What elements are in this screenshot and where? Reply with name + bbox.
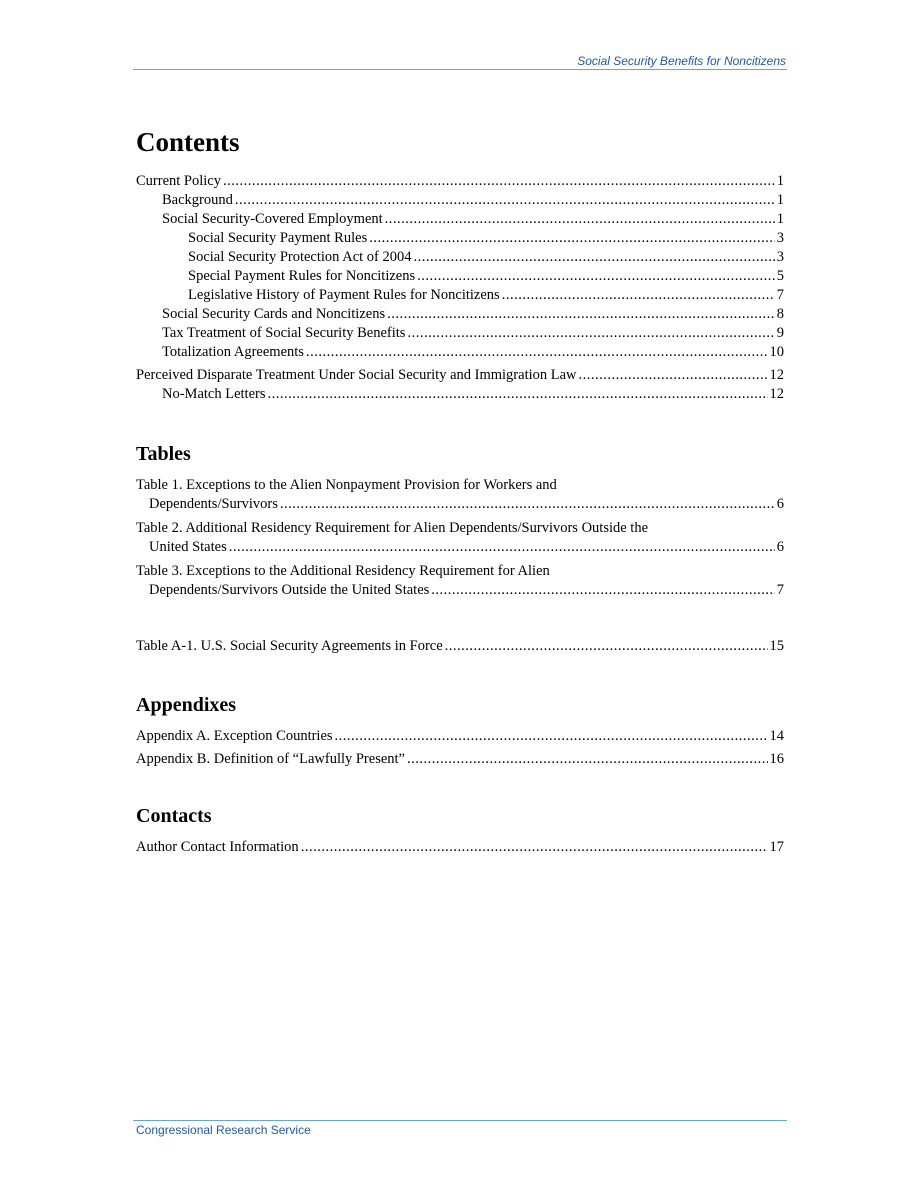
toc-entry-title: Author Contact Information [136,839,299,855]
toc-entry-page: 7 [776,287,784,303]
dot-leader [306,343,768,362]
toc-entry-page: 16 [769,751,784,767]
toc-entry-title: Appendix B. Definition of “Lawfully Present” [136,751,405,767]
toc-entry-title-continued: Dependents/Survivors [149,496,278,512]
dot-leader [267,385,767,404]
dot-leader [369,229,775,248]
toc-entry-page: 17 [769,839,784,855]
toc-entry-title: Social Security Cards and Noncitizens [162,306,386,322]
toc-entry-page: 8 [776,306,784,322]
contents-heading: Contents [136,127,240,157]
toc-entry-page: 15 [769,638,784,654]
toc-entry-page: 1 [776,192,784,208]
toc-entry-payment-rules[interactable] [136,229,784,248]
toc-entry-page: 7 [776,582,784,598]
toc-entry-table-3[interactable] [136,562,784,600]
dot-leader [431,581,774,600]
toc-entry-title: Background [162,192,233,208]
dot-leader [385,210,775,229]
toc-entry-title: Table 3. Exceptions to the Additional Residency Requirement for Alien [136,563,550,579]
toc-entry-title: Special Payment Rules for Noncitizens [188,268,416,284]
toc-entry-title: Tax Treatment of Social Security Benefits [162,325,406,341]
dot-leader [235,191,775,210]
toc-entry-table-2[interactable] [136,519,784,557]
contacts-section [136,803,784,857]
dot-leader [301,838,768,857]
toc-entry-page: 3 [776,249,784,265]
toc-entry-title: Current Policy [136,173,221,189]
dot-leader [502,286,775,305]
dot-leader [335,727,768,746]
toc-entry-title: Appendix A. Exception Countries [136,728,333,744]
toc-entry-title: Social Security-Covered Employment [162,211,383,227]
toc-entry-appendix-a[interactable] [136,727,784,746]
dot-leader [229,538,775,557]
toc-entry-totalization[interactable] [136,343,784,362]
tables-list [136,476,784,656]
dot-leader [579,366,768,385]
toc-entry-title: Legislative History of Payment Rules for Noncitizens [188,287,500,303]
dot-leader [414,248,775,267]
toc-entry-legislative-history[interactable] [136,286,784,305]
toc-entry-title: Social Security Payment Rules [188,230,368,246]
dot-leader [387,305,775,324]
contents-section [136,124,784,404]
toc-entry-title: No-Match Letters [162,386,266,402]
dot-leader [407,750,768,769]
table-of-contents [136,124,784,857]
toc-entry-page: 10 [769,344,784,360]
toc-entry-no-match-letters[interactable] [136,385,784,404]
toc-entry-title: Totalization Agreements [162,344,304,360]
tables-section [136,441,784,656]
toc-entry-special-payment-rules[interactable] [136,267,784,286]
toc-entry-page: 12 [769,386,784,402]
toc-entry-page: 1 [776,211,784,227]
toc-entry-title: Perceived Disparate Treatment Under Social Security and Immigration Law [136,367,577,383]
toc-entry-author-contact[interactable] [136,838,784,857]
appendixes-list [136,727,784,769]
toc-entry-appendix-b[interactable] [136,750,784,769]
toc-entry-disparate-treatment[interactable] [136,366,784,385]
dot-leader [445,637,768,656]
dot-leader [407,324,774,343]
tables-heading: Tables [136,443,191,465]
toc-entry-covered-employment[interactable] [136,210,784,229]
toc-entry-background[interactable] [136,191,784,210]
toc-entry-page: 14 [769,728,784,744]
toc-entry-page: 1 [776,173,784,189]
contents-list [136,172,784,404]
header-rule [133,69,787,70]
dot-leader [417,267,775,286]
toc-entry-title: Social Security Protection Act of 2004 [188,249,412,265]
running-header: Social Security Benefits for Noncitizens [577,54,786,68]
toc-entry-table-a1[interactable] [136,637,784,656]
toc-entry-title-continued: United States [149,539,227,555]
contacts-heading: Contacts [136,805,212,827]
toc-entry-title: Table 1. Exceptions to the Alien Nonpayment Provision for Workers and [136,477,557,493]
toc-entry-tax-treatment[interactable] [136,324,784,343]
toc-entry-current-policy[interactable] [136,172,784,191]
toc-entry-page: 6 [776,539,784,555]
toc-entry-page: 12 [769,367,784,383]
toc-entry-page: 9 [776,325,784,341]
appendixes-section [136,692,784,769]
toc-entry-page: 6 [776,496,784,512]
toc-entry-title-continued: Dependents/Survivors Outside the United States [149,582,430,598]
toc-entry-page: 3 [776,230,784,246]
toc-entry-page: 5 [776,268,784,284]
toc-entry-table-1[interactable] [136,476,784,514]
toc-entry-title: Table 2. Additional Residency Requirement for Alien Dependents/Survivors Outside the [136,520,649,536]
dot-leader [223,172,775,191]
toc-entry-protection-act[interactable] [136,248,784,267]
appendixes-heading: Appendixes [136,694,237,716]
dot-leader [280,495,775,514]
contacts-list [136,838,784,857]
toc-entry-cards[interactable] [136,305,784,324]
footer-rule [133,1120,787,1121]
running-footer: Congressional Research Service [136,1123,311,1137]
toc-entry-title: Table A-1. U.S. Social Security Agreements in Force [136,638,443,654]
